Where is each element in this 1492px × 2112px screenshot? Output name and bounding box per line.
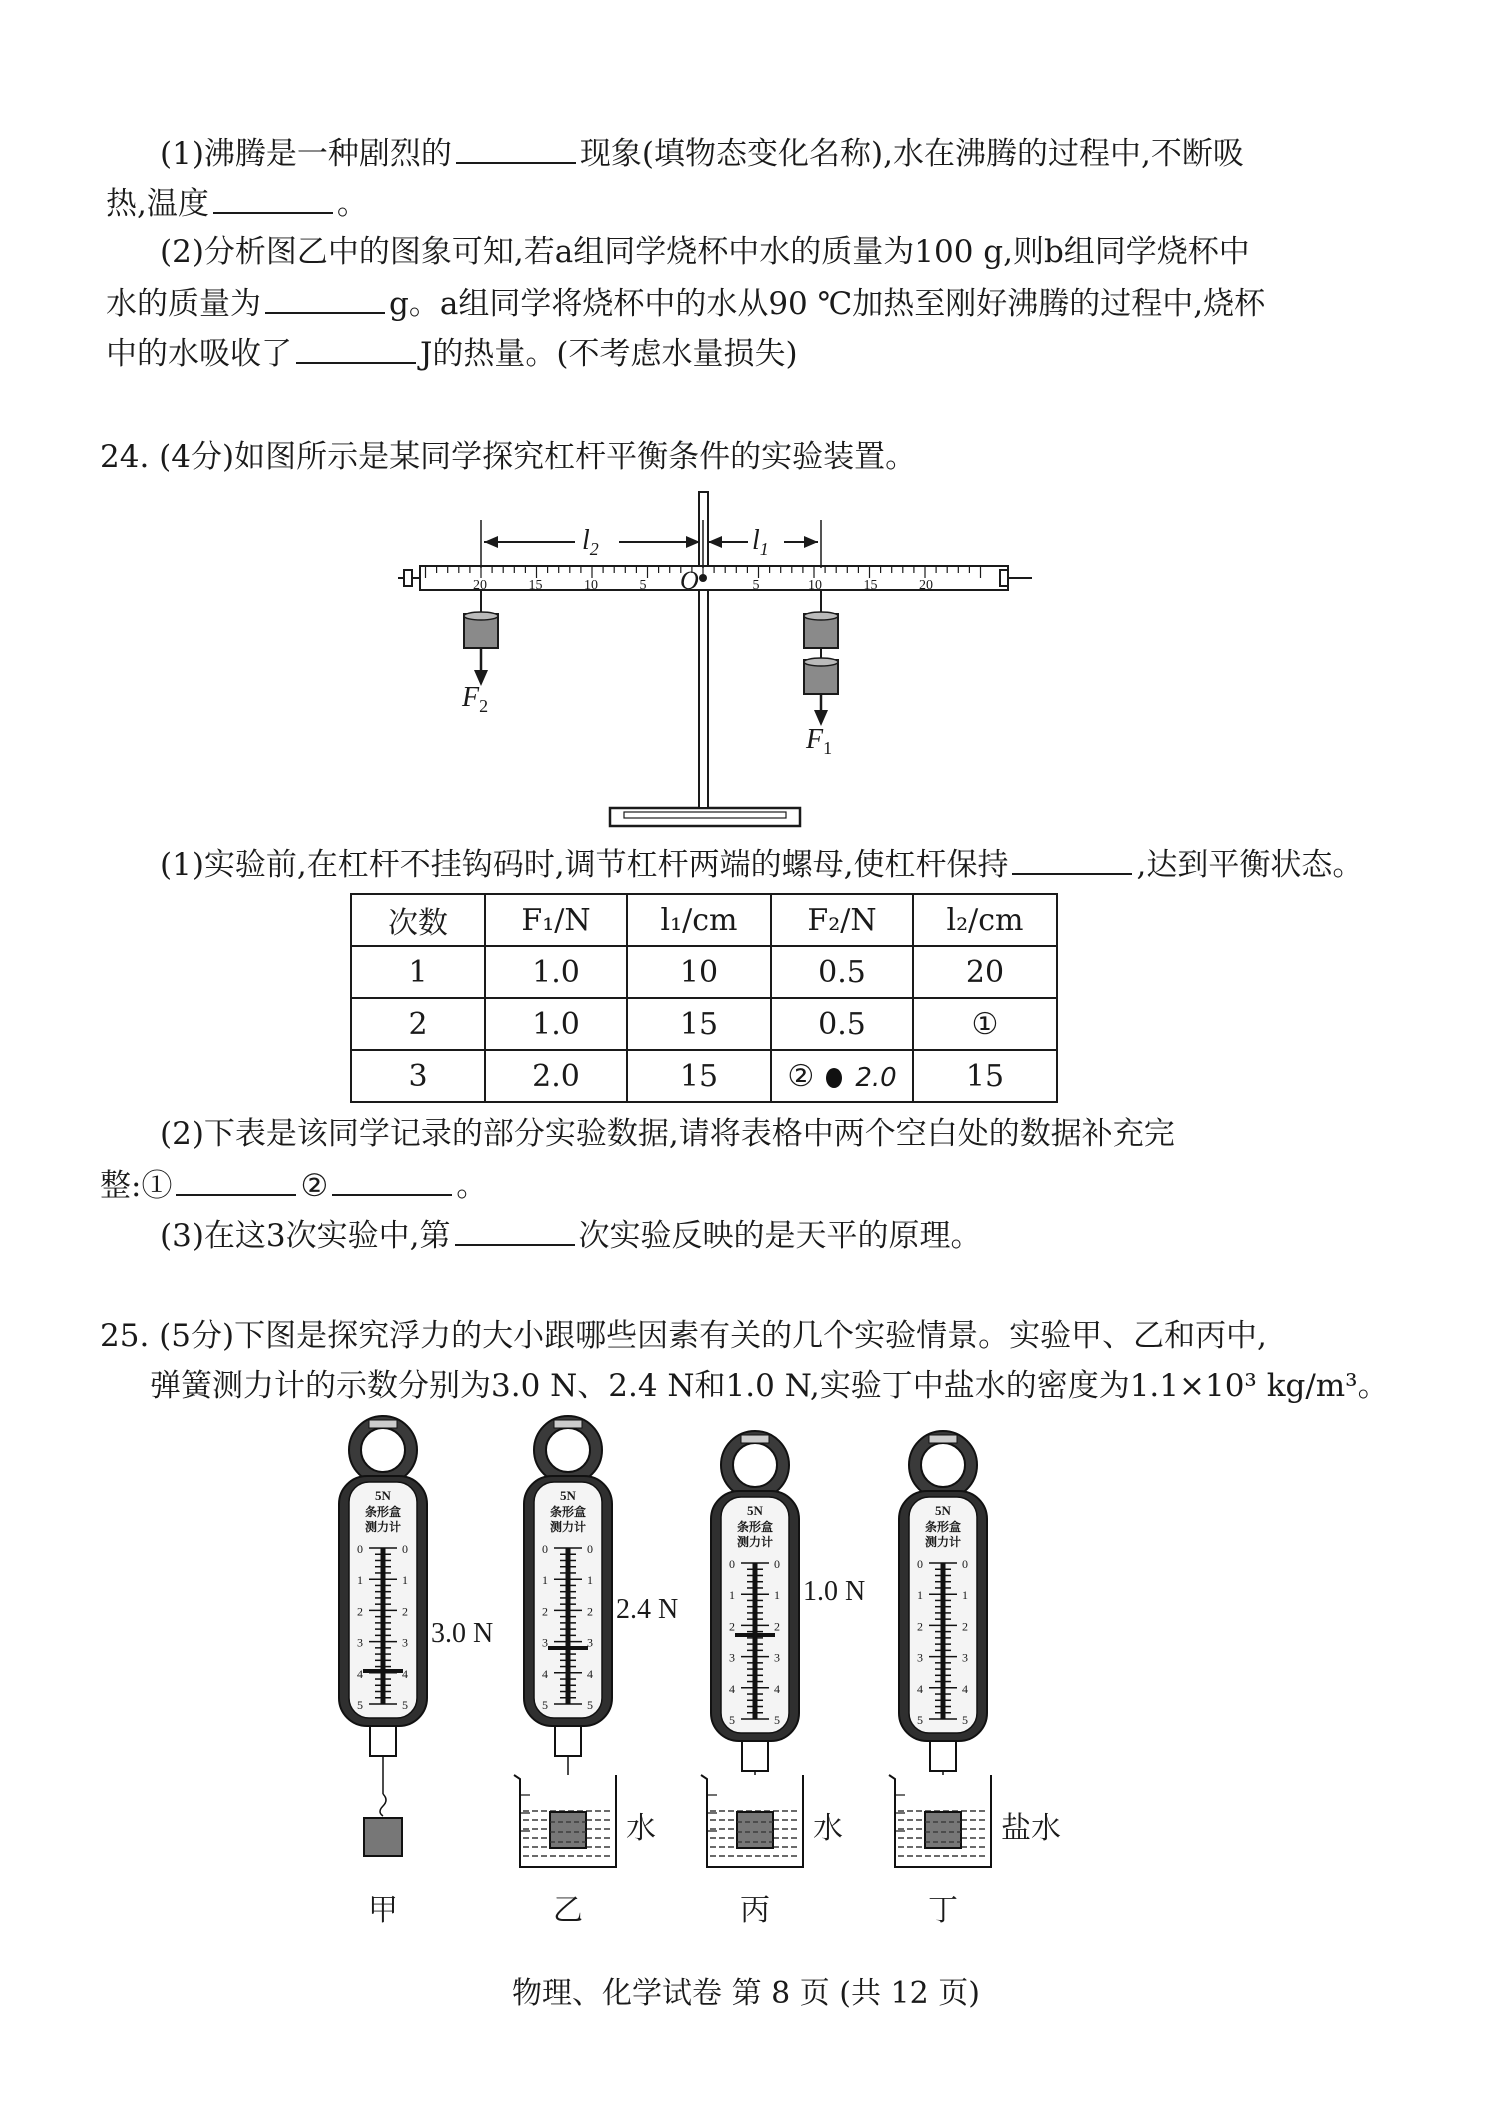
- handwritten-answer: 2.0: [855, 1062, 897, 1093]
- scale-number: 3: [587, 1635, 593, 1650]
- scale-number: 4: [774, 1681, 780, 1696]
- table-header-cell: F₂/N: [771, 894, 913, 946]
- scale-number: 1: [587, 1573, 593, 1588]
- lever-tick-label: 15: [863, 578, 878, 593]
- scale-reading: 2.4 N: [616, 1594, 679, 1625]
- scale-number: 5: [917, 1713, 923, 1727]
- setup-label: 丁: [928, 1894, 958, 1927]
- scale-number: 0: [729, 1557, 735, 1571]
- scale-number: 5: [962, 1713, 968, 1727]
- footer-text: 物理、化学试卷 第 8 页 (共 12 页): [512, 1976, 980, 2011]
- f1-label: $F_1$: [806, 724, 833, 758]
- scale-number: 3: [729, 1650, 735, 1665]
- q23-part1-text-c: 热,温度: [106, 186, 209, 222]
- scale-number: 1: [402, 1573, 408, 1588]
- scale-number: 3: [542, 1635, 548, 1650]
- scale-number: 2: [402, 1604, 408, 1619]
- scale-number: 1: [357, 1573, 363, 1588]
- scale-number: 3: [917, 1650, 923, 1665]
- scale-number: 2: [774, 1619, 780, 1634]
- q24-part3-text-b: 次实验反映的是天平的原理。: [578, 1218, 982, 1254]
- scale-number: 5: [729, 1713, 735, 1727]
- scale-number: 5: [542, 1698, 548, 1712]
- liquid-label: 水: [626, 1812, 656, 1845]
- meter-brand-2: 测力计: [924, 1535, 962, 1549]
- q24-part2-text-c: ②: [300, 1168, 329, 1204]
- meter-top-label: 5N: [560, 1488, 576, 1503]
- setup-label: 丙: [740, 1894, 770, 1927]
- scale-number: 0: [357, 1542, 363, 1556]
- pivot-label: O: [680, 566, 699, 595]
- meter-brand-1: 条形盒: [924, 1520, 962, 1534]
- meter-brand-2: 测力计: [736, 1535, 774, 1549]
- table-header-cell: F₁/N: [485, 894, 627, 946]
- scale-number: 3: [962, 1650, 968, 1665]
- table-cell: 15: [627, 1050, 771, 1102]
- q24-part2-text-a: (2)下表是该同学记录的部分实验数据,请将表格中两个空白处的数据补充完: [160, 1116, 1175, 1152]
- table-cell: 15: [913, 1050, 1057, 1102]
- scale-number: 2: [357, 1604, 363, 1619]
- scale-number: 4: [542, 1666, 548, 1681]
- q24-part1-text-b: ,达到平衡状态。: [1136, 847, 1364, 883]
- lever-tick-label: 5: [639, 578, 647, 593]
- scale-number: 0: [542, 1542, 548, 1556]
- liquid-label: 水: [813, 1812, 843, 1845]
- setup-label: 甲: [368, 1894, 398, 1927]
- spring-scale-setup: [514, 1416, 678, 1927]
- scale-number: 4: [587, 1666, 593, 1681]
- l1-label: $l_1$: [752, 525, 769, 559]
- table-cell: 3: [351, 1050, 485, 1102]
- q25-line2-text: 弹簧测力计的示数分别为3.0 N、2.4 N和1.0 N,实验丁中盐水的密度为1.1×10³ kg/m³。: [150, 1368, 1389, 1404]
- spring-scale-setup: [889, 1431, 1061, 1927]
- scale-number: 2: [962, 1619, 968, 1634]
- scale-number: 4: [402, 1666, 408, 1681]
- q23-part1-text-d: 。: [336, 186, 368, 222]
- q24-part3-text-a: (3)在这3次实验中,第: [160, 1218, 451, 1254]
- table-cell-blank-1[interactable]: ①: [913, 998, 1057, 1050]
- q24-part2-text-d: 。: [456, 1168, 488, 1204]
- q23-part2-text-b: 水的质量为: [106, 286, 261, 322]
- blank-marker: ②: [787, 1058, 815, 1094]
- meter-top-label: 5N: [935, 1503, 951, 1518]
- scale-number: 5: [774, 1713, 780, 1727]
- scale-number: 4: [917, 1681, 923, 1696]
- meter-brand-2: 测力计: [549, 1520, 587, 1534]
- scale-number: 0: [917, 1557, 923, 1571]
- q25-title-text: 25. (5分)下图是探究浮力的大小跟哪些因素有关的几个实验情景。实验甲、乙和丙中,: [100, 1318, 1267, 1354]
- scale-number: 3: [357, 1635, 363, 1650]
- lever-tick-label: 20: [473, 578, 487, 593]
- meter-brand-1: 条形盒: [364, 1505, 402, 1519]
- page-footer: [0, 1968, 1492, 2012]
- scale-number: 1: [917, 1588, 923, 1603]
- scale-number: 4: [729, 1681, 735, 1696]
- setup-label: 乙: [553, 1894, 583, 1927]
- scale-number: 5: [357, 1698, 363, 1712]
- spring-scale-setup: [339, 1416, 493, 1927]
- scale-number: 0: [774, 1557, 780, 1571]
- table-cell: 10: [627, 946, 771, 998]
- q23-part2-text-a: (2)分析图乙中的图象可知,若a组同学烧杯中水的质量为100 g,则b组同学烧杯中: [160, 234, 1250, 270]
- q24-title-text: 24. (4分)如图所示是某同学探究杠杆平衡条件的实验装置。: [100, 439, 917, 475]
- q23-part2-text-c: g。a组同学将烧杯中的水从90 ℃加热至刚好沸腾的过程中,烧杯: [389, 286, 1266, 322]
- meter-top-label: 5N: [375, 1488, 391, 1503]
- scale-number: 1: [542, 1573, 548, 1588]
- l2-label: $l_2$: [582, 525, 599, 559]
- scale-number: 3: [774, 1650, 780, 1665]
- lever-tick-label: 5: [752, 578, 760, 593]
- table-cell: 1: [351, 946, 485, 998]
- meter-brand-1: 条形盒: [549, 1505, 587, 1519]
- scale-reading: 1.0 N: [803, 1576, 866, 1607]
- lever-tick-label: 15: [528, 578, 543, 593]
- scale-number: 2: [542, 1604, 548, 1619]
- lever-tick-label: 10: [584, 578, 598, 593]
- q24-part1-text-a: (1)实验前,在杠杆不挂钩码时,调节杠杆两端的螺母,使杠杆保持: [160, 847, 1009, 883]
- scale-number: 0: [962, 1557, 968, 1571]
- q23-part2-text-d: 中的水吸收了: [106, 336, 292, 372]
- table-cell: 15: [627, 998, 771, 1050]
- table-cell: 1.0: [485, 946, 627, 998]
- scale-reading: 3.0 N: [431, 1618, 494, 1649]
- table-cell: 0.5: [771, 946, 913, 998]
- spring-scale-setup: [701, 1431, 865, 1927]
- scale-number: 4: [962, 1681, 968, 1696]
- scale-number: 0: [587, 1542, 593, 1556]
- lever-tick-label: 10: [808, 578, 822, 593]
- scale-number: 1: [729, 1588, 735, 1603]
- table-cell: 0.5: [771, 998, 913, 1050]
- meter-brand-2: 测力计: [364, 1520, 402, 1534]
- f2-label: $F_2$: [462, 682, 489, 716]
- meter-brand-1: 条形盒: [736, 1520, 774, 1534]
- q24-part2-text-b: 整:①: [100, 1168, 173, 1204]
- scale-number: 2: [917, 1619, 923, 1634]
- table-cell: 2: [351, 998, 485, 1050]
- scale-number: 5: [402, 1698, 408, 1712]
- table-cell: 1.0: [485, 998, 627, 1050]
- scale-number: 3: [402, 1635, 408, 1650]
- scale-number: 1: [962, 1588, 968, 1603]
- scale-number: 0: [402, 1542, 408, 1556]
- table-cell: 20: [913, 946, 1057, 998]
- scale-number: 1: [774, 1588, 780, 1603]
- scale-number: 4: [357, 1666, 363, 1681]
- table-cell: 2.0: [485, 1050, 627, 1102]
- q23-part2-text-e: J的热量。(不考虑水量损失): [420, 336, 798, 372]
- table-header-cell: 次数: [351, 894, 485, 946]
- table-header-cell: l₁/cm: [627, 894, 771, 946]
- table-header-cell: l₂/cm: [913, 894, 1057, 946]
- q23-part1-text-a: (1)沸腾是一种剧烈的: [160, 136, 452, 172]
- liquid-label: 盐水: [1001, 1812, 1061, 1845]
- scale-number: 5: [587, 1698, 593, 1712]
- meter-top-label: 5N: [747, 1503, 763, 1518]
- q23-part1-text-b: 现象(填物态变化名称),水在沸腾的过程中,不断吸: [579, 136, 1244, 172]
- scale-number: 2: [587, 1604, 593, 1619]
- scale-number: 2: [729, 1619, 735, 1634]
- lever-tick-label: 20: [919, 578, 933, 593]
